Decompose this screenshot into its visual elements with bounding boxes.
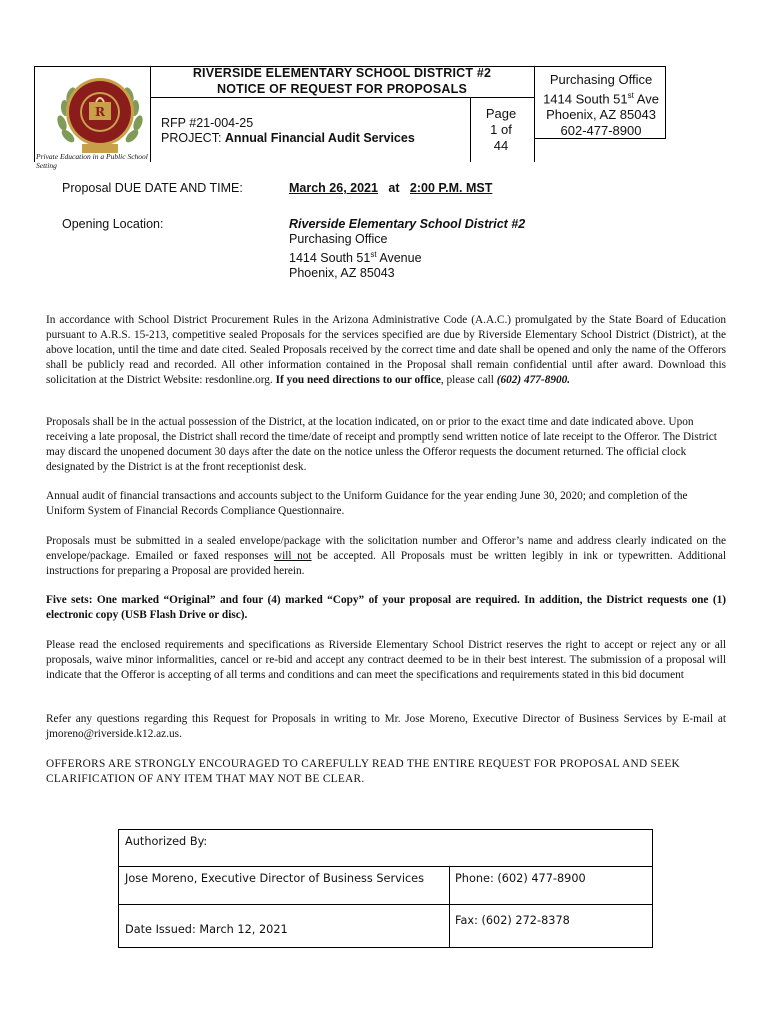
authorized-fax: Fax: (602) 272-8378: [455, 914, 570, 927]
divider: [34, 66, 35, 162]
paragraph-encouragement: OFFERORS ARE STRONGLY ENCOURAGED TO CAREFULLY READ THE ENTIRE REQUEST FOR PROPOSAL AND SEEK CLARIFICATION OF ANY ITEM THAT MAY NOT BE CLEAR.: [46, 758, 680, 785]
district-title: RIVERSIDE ELEMENTARY SCHOOL DISTRICT #2: [192, 66, 492, 80]
paragraph-questions: Refer any questions regarding this Request for Proposals in writing to Mr. Jose Moreno, Executive Director of Business Services by E-mail at jmoreno@riverside.k12.az.us.: [46, 713, 726, 740]
project-name: Annual Financial Audit Services: [224, 131, 415, 145]
purchasing-address: 1414 South 51st Ave: [543, 91, 659, 107]
divider: [150, 97, 534, 98]
authorized-table: [118, 829, 653, 948]
page-indicator: [470, 106, 532, 154]
page-of: 1 of: [490, 122, 512, 137]
purchasing-city: Phoenix, AZ 85043: [546, 107, 656, 123]
rfp-number: RFP #21-004-25: [161, 116, 254, 130]
svg-text:R: R: [95, 105, 105, 119]
divider: [449, 867, 450, 947]
district-seal-logo: [52, 68, 148, 160]
paragraph-copies-required: Five sets: One marked “Original” and four (4) marked “Copy” of your proposal are required. In addition, the District requests one (1) electronic copy (USB Flash Drive or disc).: [46, 594, 726, 621]
paragraph-late-proposals: Proposals shall be in the actual possession of the District, at the location indicated, on or prior to the exact time and date indicated above. Upon receiving a late proposal, the District shall record the time/date of receipt and promptly send written notice of late receipt to the Offeror. The District may discard the unopened document 30 days after the date on the notice unless the Offeror requests the document returned. The official clock designated by the District is at the front receptionist desk.: [46, 416, 717, 473]
authorized-label: Authorized By:: [125, 835, 208, 848]
authorized-name: Jose Moreno, Executive Director of Business Services: [125, 872, 425, 885]
notice-title: NOTICE OF REQUEST FOR PROPOSALS: [217, 82, 467, 96]
page-label: Page: [485, 106, 517, 121]
logo-tagline: Private Education in a Public School Setting: [36, 152, 148, 170]
due-date-value: March 26, 2021 at 2:00 P.M. MST: [289, 181, 493, 195]
page-total: 44: [493, 138, 509, 153]
paragraph-scope: Annual audit of financial transactions and accounts subject to the Uniform Guidance for the year ending June 30, 2020; and completion of the Uniform System of Financial Records Compliance Questionnaire.: [46, 490, 688, 517]
purchasing-phone: 602-477-8900: [560, 123, 642, 139]
due-date-label: Proposal DUE DATE AND TIME:: [62, 181, 243, 195]
project-label: PROJECT:: [161, 131, 225, 145]
paragraph-submission: Proposals must be submitted in a sealed envelope/package with the solicitation number and Offeror’s name and address clearly indicated on the envelope/package. Emailed or faxed responses will not be accepted. All Proposals must be written legibly in ink or typewritten. Additional instructions for preparing a Proposal are provided herein.: [46, 535, 726, 577]
authorized-phone: Phone: (602) 477-8900: [455, 872, 586, 885]
date-issued: Date Issued: March 12, 2021: [125, 923, 288, 936]
paragraph-requirements: Please read the enclosed requirements and specifications as Riverside Elementary School District reserves the right to accept or reject any or all proposals, waive minor informalities, cancel or re-bid and accept any contract deemed to be in their best interest. The submission of a proposal will indicate that the Offeror is accepting of all terms and conditions and can meet the specifications and requirements stated in this bid document: [46, 639, 726, 681]
paragraph-procurement-rules: In accordance with School District Procurement Rules in the Arizona Administrative Code (A.A.C.) promulgated by the State Board of Education pursuant to A.R.S. 15-213, competitive sealed Proposals for the services specified are due by Riverside Elementary School District (District), at the above location, until the time and date cited. Sealed Proposals received by the correct time and date shall be opened and only the name of the Offerors shall be publicly read and recorded. All other information contained in the Proposal shall remain confidential until after award. Download this solicitation at the District Website: resdonline.org. If you need directions to our office, please call (602) 477-8900.: [46, 314, 726, 386]
opening-location-value: Riverside Elementary School District #2 Purchasing Office 1414 South 51st Avenue Phoenix, AZ 85043: [289, 217, 526, 281]
opening-location-label: Opening Location:: [62, 217, 164, 231]
purchasing-office-block: [536, 72, 666, 139]
divider: [534, 66, 535, 162]
project-line: [161, 131, 415, 145]
purchasing-office-title: Purchasing Office: [549, 72, 653, 87]
divider: [150, 66, 151, 162]
